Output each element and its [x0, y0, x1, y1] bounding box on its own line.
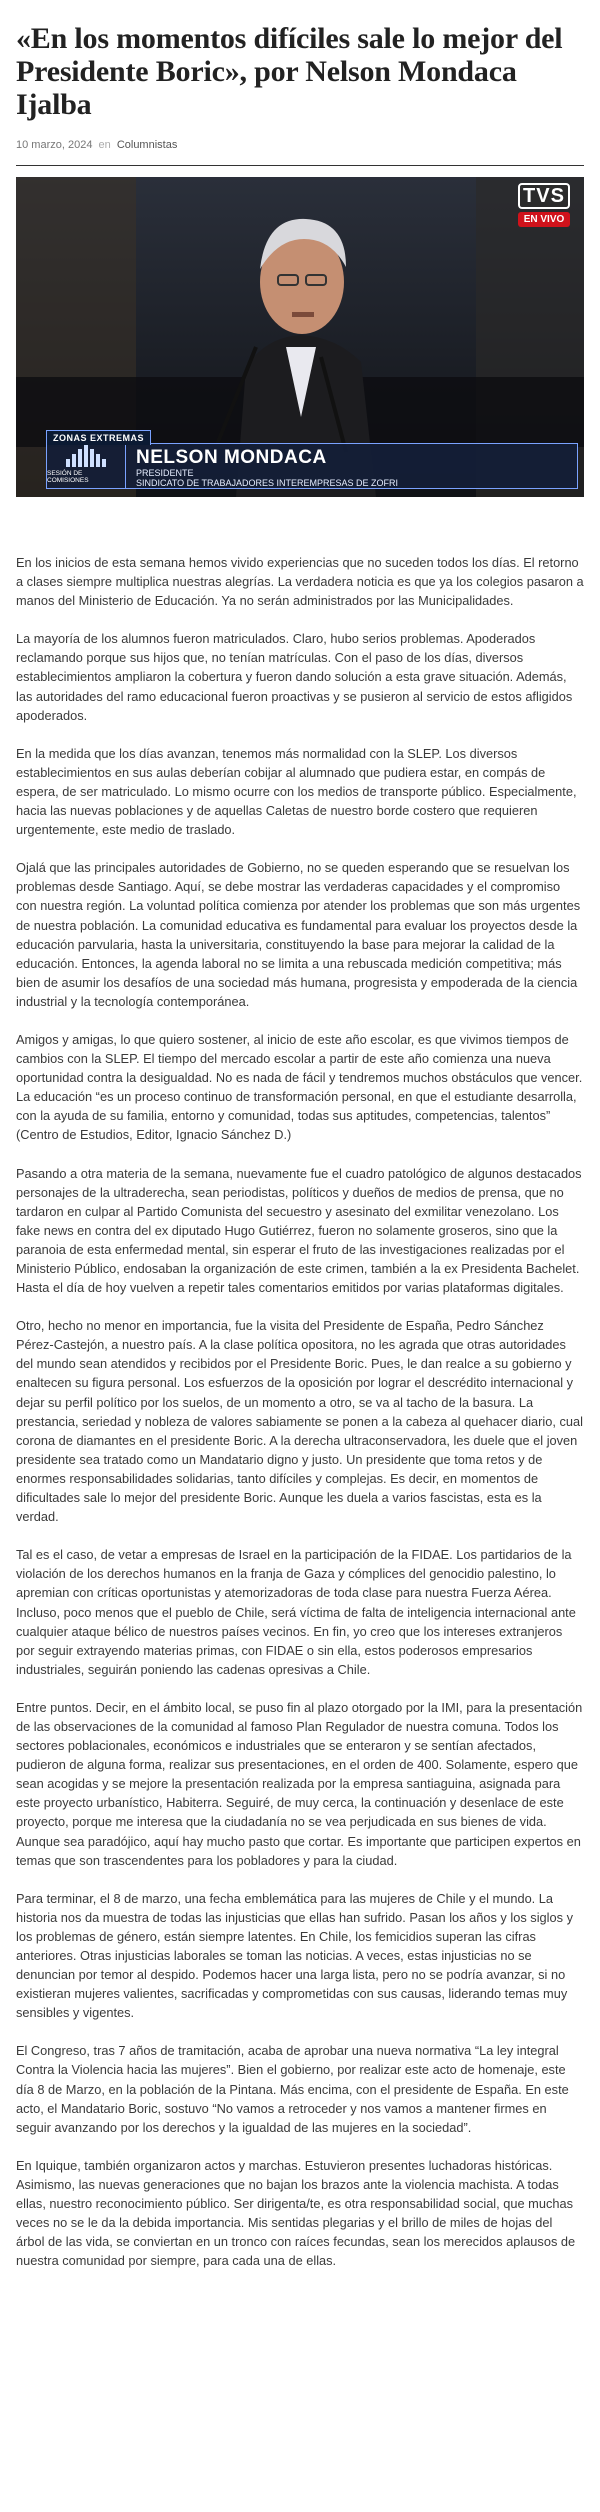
- paragraph: Pasando a otra materia de la semana, nuevamente fue el cuadro patológico de algunos destacados personajes de la ultraderecha, sean periodistas, políticos y dueños de medios de prensa, que no tardaron en culpar al Partido Comunista del secuestro y asesinato del exmilitar venezolano. Los fake news en contra del ex diputado Hugo Gutiérrez, fueron no solamente groseros, sino que la paranoia de esta enfermedad mental, sin esperar el fruto de las investigaciones realizadas por el Ministerio Público, endosaban la organización de este crimen, también a la ex Presidenta Bachelet. Hasta el día de hoy vuelven a repetir tales comentarios emitidos por varias plataformas digitales.: [16, 1165, 582, 1296]
- paragraph: Entre puntos. Decir, en el ámbito local, se puso fin al plazo otorgado por la IMI, para la presentación de las observaciones de la comunidad al famoso Plan Regulador de nuestra comuna. Todos los sectores poblacionales, económicos e industriales que se enteraron y se sentían afectados, pudieron de alguna forma, realizar sus presentaciones, en el orden de 400. Solamente, espero que sean acogidas y se mejore la presentación realizada por la empresa santiaguina, asignada para este proyecto urbanístico, Habiterra. Seguiré, de muy cerca, la continuación y desenlace de este proyecto, porque me interesa que la ciudadanía no se vea perjudicada en sus bienes de vida. Aunque sea paradójico, aquí hay mucho pasto que cortar. Es importante que participen expertos en temas que son trascendentes para los pobladores y para la ciudad.: [16, 1699, 583, 1868]
- speaker-org: SINDICATO DE TRABAJADORES INTEREMPRESAS DE ZOFRI: [136, 478, 399, 488]
- paragraph: Otro, hecho no menor en importancia, fue la visita del Presidente de España, Pedro Sánchez Pérez-Castejón, a nuestro país. A la clase política opositora, no les agrada que otras autoridades del mundo sean atendidos y recibidos por el Presidente Boric. Pues, le dan realce a su gobierno y enaltecen su figura personal. Los esfuerzos de la oposición por lograr el descrédito internacional y dejar su perfil político por los suelos, de un momento a otro, se va al tacho de la basura. La prestancia, seriedad y nobleza de valores sabiamente se ponen a la cabeza al quehacer diario, cual corona de diamantes en el presidente Boric. A la derecha ultraconservadora, les duele que el joven presidente sea tratado como un Mandatario digno y justo. Un presidente que toma retos y de enormes responsabilidades solidarias, tanto difíciles y complejas. Es decir, en momentos de dificultades sale lo mejor del presidente Boric. Aunque les duela a varios fascistas, esta es la verdad.: [16, 1318, 583, 1525]
- building-icon: [66, 445, 106, 467]
- speaker-name: NELSON MONDACA: [136, 447, 327, 468]
- session-block: [47, 444, 126, 488]
- lower-third: [46, 433, 578, 489]
- live-badge: EN VIVO: [518, 212, 570, 227]
- zone-label: ZONAS EXTREMAS: [46, 430, 151, 445]
- hero-video-still: [16, 177, 584, 497]
- tvs-logo-text: TVS: [518, 183, 570, 209]
- article-date: 10 marzo, 2024: [16, 139, 93, 151]
- paragraph: Amigos y amigas, lo que quiero sostener, al inicio de este año escolar, es que vivimos tiempos de cambios con la SLEP. El tiempo del mercado escolar a partir de este año comienza una nueva oportunidad contra la desigualdad. No es nada de fácil y tendremos muchos obstáculos que vencer. La educación “es un proceso continuo de transformación personal, en que el estudiante desarrolla, con la ayuda de su familia, entorno y comunidad, todas sus aptitudes, competencias, talentos” (Centro de Estudios, Editor, Ignacio Sánchez D.): [16, 1031, 583, 1143]
- paragraph: El Congreso, tras 7 años de tramitación, acaba de aprobar una nueva normativa “La ley integral Contra la Violencia hacia las mujeres”. Bien el gobierno, por realizar este acto de homenaje, este día 8 de Marzo, en la población de la Pintana. Más encima, con el presidente de España. En este acto, el Mandatario Boric, sostuvo “No vamos a retroceder y nos vamos a mantener firmes en seguir avanzando por los derechos y la igualdad de las mujeres en la sociedad”.: [16, 2043, 569, 2135]
- paragraph: En la medida que los días avanzan, tenemos más normalidad con la SLEP. Los diversos establecimientos en sus aulas deberían cobijar al alumnado que pudiera estar, en compás de espera, de ser matriculado. Lo mismo ocurre con los medios de transporte público. Especialmente, hacia las nuevas poblaciones y de aquellas Caletas de nuestro borde costero que requieren urgentemente, este medio de traslado.: [16, 745, 577, 838]
- paragraph: Tal es el caso, de vetar a empresas de Israel en la participación de la FIDAE. Los partidarios de la violación de los derechos humanos en la franja de Gaza y cómplices del genocidio palestino, lo apremian con críticas oportunistas y atemorizadoras de toda clase para nuestra Fuerza Aérea. Incluso, poco menos que el pueblo de Chile, será víctima de falta de inteligencia internacional ante cualquier ataque bélico de nuestros países vecinos. En fin, yo creo que los intereses extranjeros por seguir extrayendo materias primas, con FIDAE o sin ella, estos poderosos empresarios industriales, seguirán poniendo las cadenas opresivas a Chile.: [16, 1547, 576, 1677]
- meta-in-label: en: [98, 139, 111, 151]
- speaker-role: PRESIDENTE: [136, 468, 194, 478]
- paragraph: Para terminar, el 8 de marzo, una fecha emblemática para las mujeres de Chile y el mundo. La historia nos da muestra de todas las injusticias que ellas han sufrido. Pasan los años y los siglos y los problemas de género, están siempre latentes. En Chile, los femicidios superan las cifras anteriores. Otras injusticias laborales se toman las noticias. A veces, estas injusticias no se denuncian por temor al despido. Podemos hacer una larga lista, pero no se podría avanzar, si no existieran mujeres valientes, sacrificadas y comprometidas con sus causas, liderando temas muy sensibles y vigentes.: [16, 1890, 573, 2021]
- category-link[interactable]: Columnistas: [116, 139, 178, 151]
- article-body: [16, 553, 584, 2270]
- article-title: «En los momentos difíciles sale lo mejor del Presidente Boric», por Nelson Mondaca Ijalba: [16, 22, 563, 121]
- session-label: SESIÓN DE COMISIONES: [47, 470, 89, 484]
- speaker-info: [126, 444, 408, 488]
- paragraph: Ojalá que las principales autoridades de Gobierno, no se queden esperando que se resuelvan los problemas desde Santiago. Aquí, se debe mostrar las verdaderas capacidades y el compromiso con nuestra región. La voluntad política comienza por atender los problemas que son más urgentes de nuestra población. La comunidad educativa es fundamental para evaluar los proyectos desde la educación parvularia, hasta la universitaria, constituyendo la base para mejorar la calidad de la educación. Entonces, la agenda laboral no se limita a una rebuscada medición competitiva; más bien de asumir los desafíos de una sociedad más humana, progresista y empoderada de la ciencia industrial y la tecnología contemporánea.: [16, 860, 581, 1009]
- broadcaster-logo: [518, 183, 570, 227]
- paragraph: En los inicios de esta semana hemos vivido experiencias que no suceden todos los días. El retorno a clases siempre multiplica nuestras alegrías. La verdadera noticia es que ya los colegios pasaron a manos del Ministerio de Educación. Ya no serán administrados por las Municipalidades.: [16, 555, 584, 609]
- paragraph: La mayoría de los alumnos fueron matriculados. Claro, hubo serios problemas. Apoderados reclamando porque sus hijos que, no tenían matrículas. Con el paso de los días, diversos establecimientos ampliaron la cobertura y fueron dando solución a esta grave situación. Además, las autoridades del ramo educacional fueron proactivas y se pusieron al servicio de estos afligidos apoderados.: [16, 631, 573, 723]
- paragraph: En Iquique, también organizaron actos y marchas. Estuvieron presentes luchadoras históricas. Asimismo, las nuevas generaciones que no bajan los brazos ante la violencia machista. A todas ellas, nuestro reconocimiento público. Ser dirigenta/te, es otra responsabilidad social, que muchas veces no se le da la debida importancia. Mis sentidas plegarias y el brillo de miles de hojas del árbol de las vida, se conviertan en un tronco con raíces fecundas, sean los merecidos aplausos de nuestra comunidad por siempre, para cada una de ellas.: [16, 2157, 576, 2269]
- article-meta: [16, 139, 584, 166]
